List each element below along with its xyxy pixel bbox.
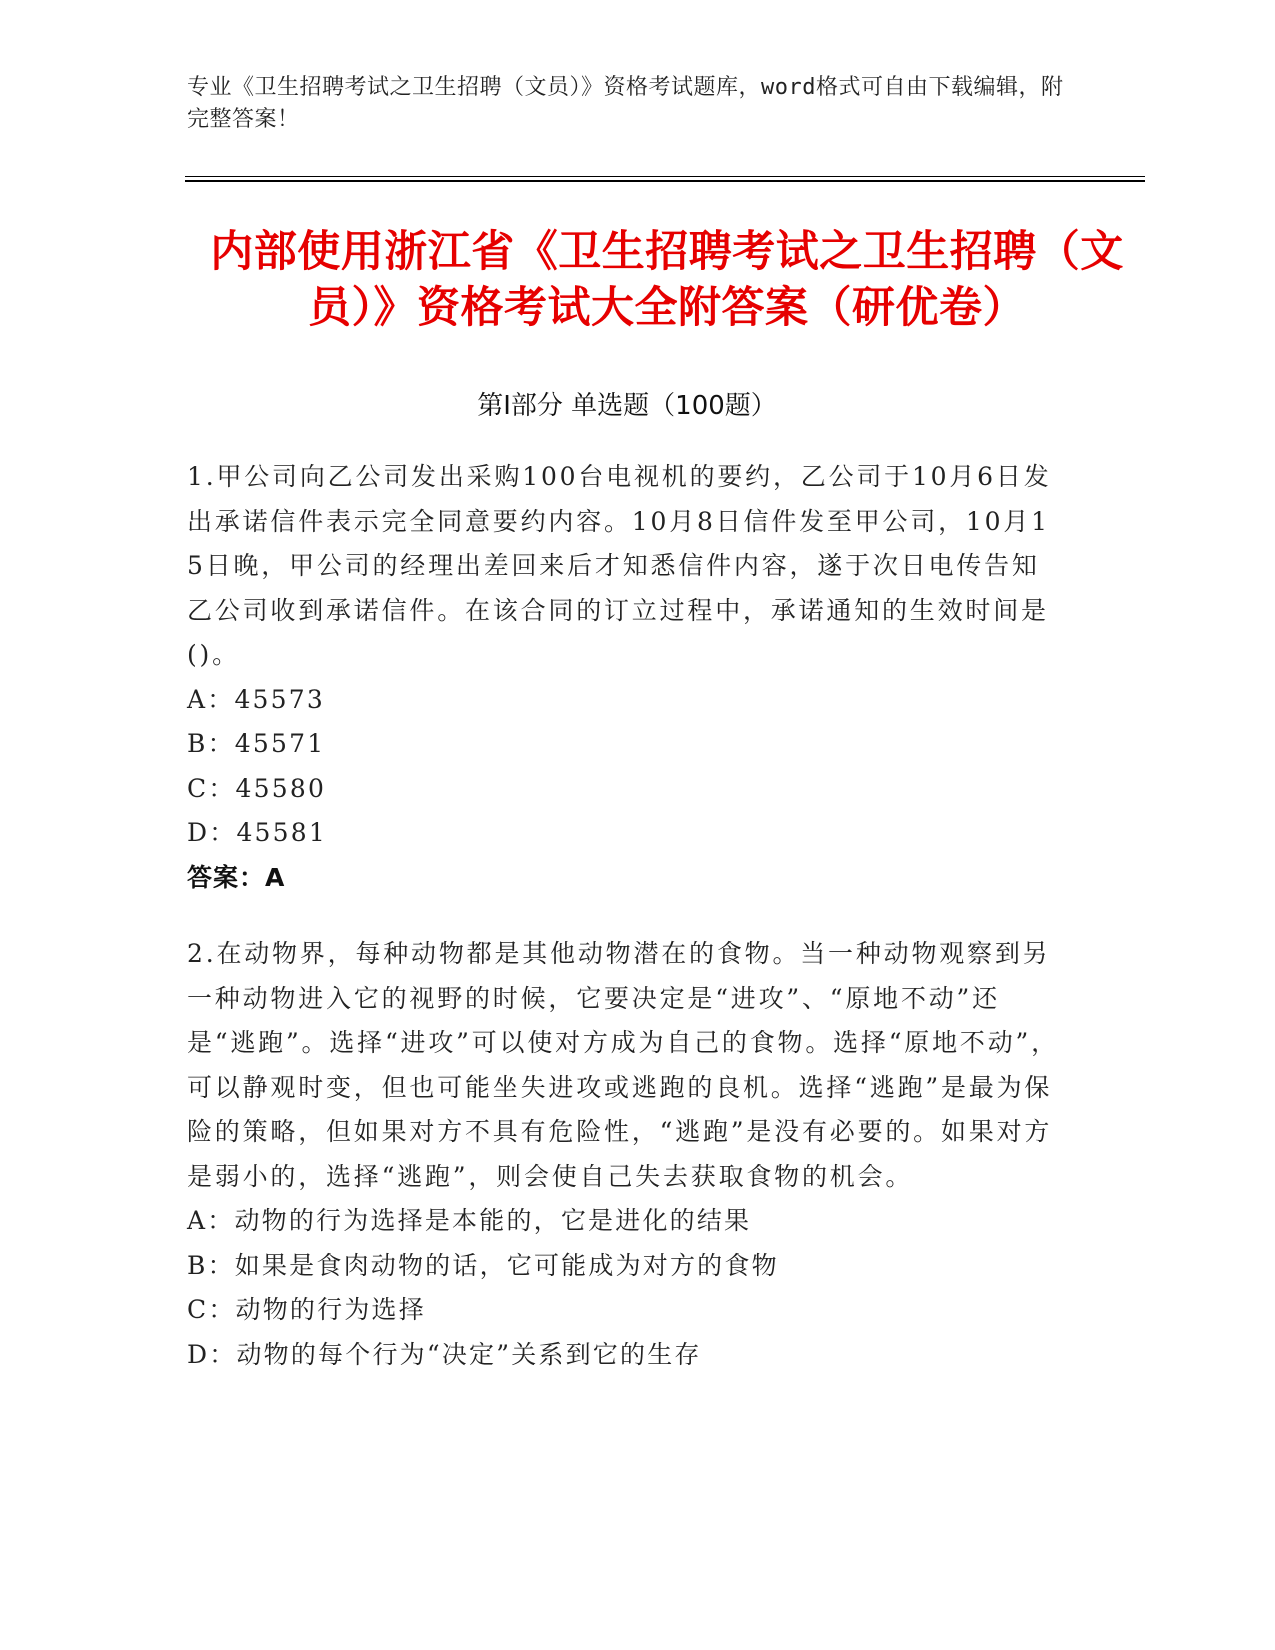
option-a: A：动物的行为选择是本能的，它是进化的结果: [187, 1206, 752, 1235]
option-c: C：45580: [187, 773, 327, 803]
option-b: B：如果是食肉动物的话，它可能成为对方的食物: [187, 1250, 779, 1280]
question-stem: 1.甲公司向乙公司发出采购100台电视机的要约，乙公司于10月6日发出承诺信件表示完全同意要约内容。10月8日信件发至甲公司，10月15日晚，甲公司的经理出差回来后才知悉信件内容，遂于次日电传告知乙公司收到承诺信件。在该合同的订立过程中，承诺通知的生效时间是()。: [187, 462, 1052, 669]
section-heading: 第Ⅰ部分 单选题（100题）: [477, 391, 777, 421]
answer: 答案：A: [187, 862, 286, 892]
option-c: C：动物的行为选择: [187, 1295, 426, 1324]
option-a: A：45573: [187, 684, 325, 714]
option-d: D：动物的每个行为“决定”关系到它的生存: [187, 1339, 702, 1369]
question-1: [187, 455, 1067, 900]
header-note: 专业《卫生招聘考试之卫生招聘（文员）》资格考试题库，word格式可自由下载编辑，附完整答案！: [187, 75, 1064, 132]
document-title: 内部使用浙江省《卫生招聘考试之卫生招聘（文员）》资格考试大全附答案（研优卷）: [210, 227, 1124, 333]
question-2: [187, 932, 1067, 1377]
question-stem: 2.在动物界，每种动物都是其他动物潜在的食物。当一种动物观察到另一种动物进入它的视野的时候，它要决定是“进攻”、“原地不动”还是“逃跑”。选择“进攻”可以使对方成为自己的食物。选择“原地不动”，可以静观时变，但也可能坐失进攻或逃跑的良机。选择“逃跑”是最为保险的策略，但如果对方不具有危险性，“逃跑”是没有必要的。如果对方是弱小的，选择“逃跑”，则会使自己失去获取食物的机会。: [187, 939, 1059, 1191]
option-b: B：45571: [187, 729, 326, 758]
header-divider-thin: [185, 176, 1145, 177]
header-divider-thick: [185, 180, 1145, 182]
option-d: D：45581: [187, 818, 327, 847]
document-page: [187, 0, 1147, 1650]
